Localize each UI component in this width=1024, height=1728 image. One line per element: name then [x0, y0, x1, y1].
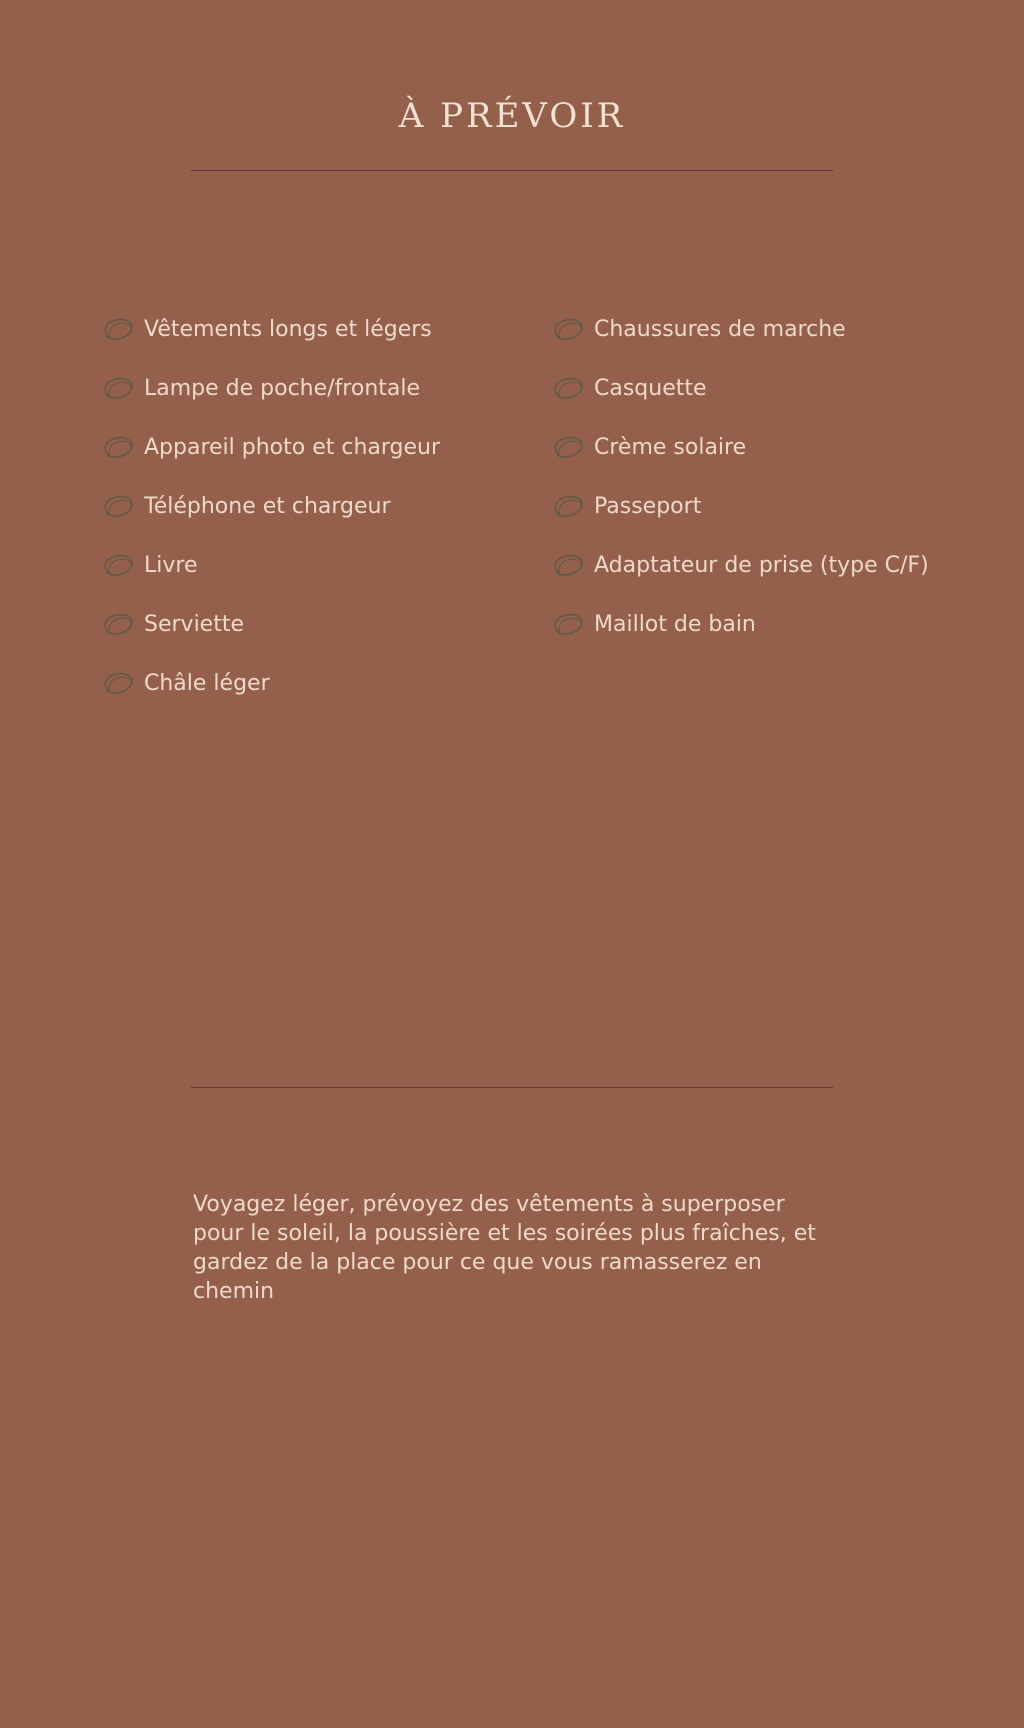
checklist-item[interactable] — [100, 418, 530, 477]
travel-note: Voyagez léger, prévoyez des vêtements à superposer pour le soleil, la poussière et les soirées plus fraîches, et gardez de la place pour ce que vous ramasserez en chemin — [193, 1192, 816, 1304]
hand-drawn-circle-icon[interactable] — [550, 433, 586, 463]
checklist-item[interactable] — [100, 477, 530, 536]
checklist-item-label: Chaussures de marche — [594, 317, 846, 342]
checklist-item[interactable] — [100, 359, 530, 418]
hand-drawn-circle-icon[interactable] — [550, 374, 586, 404]
checklist-item[interactable] — [550, 536, 980, 595]
hand-drawn-circle-icon[interactable] — [100, 492, 136, 522]
hand-drawn-circle-icon[interactable] — [100, 374, 136, 404]
checklist-item-label: Lampe de poche/frontale — [144, 376, 421, 401]
hand-drawn-circle-icon[interactable] — [550, 492, 586, 522]
checklist-item-label: Appareil photo et chargeur — [144, 435, 441, 460]
checklist-item-label: Vêtements longs et légers — [144, 317, 432, 342]
checklist-item-label: Maillot de bain — [594, 612, 756, 637]
page-title: À PRÉVOIR — [398, 96, 626, 136]
hand-drawn-circle-icon[interactable] — [100, 433, 136, 463]
checklist-item-label: Livre — [144, 553, 198, 578]
hand-drawn-circle-icon[interactable] — [100, 610, 136, 640]
hand-drawn-circle-icon[interactable] — [100, 669, 136, 699]
checklist-item[interactable] — [550, 300, 980, 359]
checklist-item[interactable] — [100, 595, 530, 654]
note-divider — [191, 1087, 833, 1088]
hand-drawn-circle-icon[interactable] — [550, 610, 586, 640]
checklist-item-label: Crème solaire — [594, 435, 747, 460]
checklist-item-label: Adaptateur de prise (type C/F) — [594, 553, 929, 578]
checklist-item[interactable] — [550, 418, 980, 477]
checklist-right-column — [550, 300, 980, 654]
hand-drawn-circle-icon[interactable] — [550, 551, 586, 581]
checklist-item-label: Châle léger — [144, 671, 270, 696]
checklist-item[interactable] — [100, 300, 530, 359]
checklist-item-label: Casquette — [594, 376, 707, 401]
hand-drawn-circle-icon[interactable] — [100, 551, 136, 581]
checklist-item[interactable] — [100, 536, 530, 595]
checklist-item-label: Passeport — [594, 494, 702, 519]
hand-drawn-circle-icon[interactable] — [100, 315, 136, 345]
hand-drawn-circle-icon[interactable] — [550, 315, 586, 345]
checklist-item[interactable] — [550, 477, 980, 536]
checklist-item-label: Téléphone et chargeur — [144, 494, 391, 519]
checklist-item-label: Serviette — [144, 612, 244, 637]
title-divider — [191, 170, 833, 171]
checklist-item[interactable] — [550, 595, 980, 654]
checklist-item[interactable] — [550, 359, 980, 418]
checklist-item[interactable] — [100, 654, 530, 713]
checklist-left-column — [100, 300, 530, 713]
